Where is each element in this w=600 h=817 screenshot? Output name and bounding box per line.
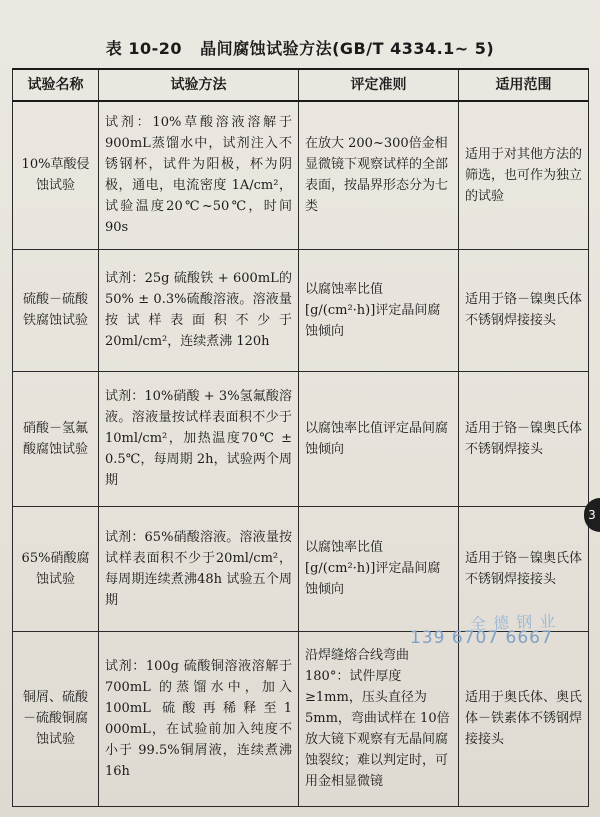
corrosion-test-table: [12, 68, 589, 807]
cell-test-name: 硝酸－氢氟酸腐蚀试验: [13, 371, 99, 506]
cell-criteria: 沿焊缝熔合线弯曲 180°：试件厚度≥1mm，压头直径为5mm，弯曲试样在 10倍放大镜下观察有无晶间腐蚀裂纹；难以判定时，可用金相显微镜: [299, 631, 459, 806]
table-number: 表 10-20: [105, 39, 183, 58]
cell-criteria: 以腐蚀率比值[g/(cm²·h)]评定晶间腐蚀倾向: [299, 506, 459, 631]
cell-scope: 适用于铬－镍奥氏体不锈钢焊接接头: [459, 506, 589, 631]
cell-test-method: 试剂：100g 硫酸铜溶液溶解于 700mL 的蒸馏水中，加入 100mL 硫酸再稀释至1 000mL，在试验前加入纯度不小于 99.5%铜屑液，连续煮沸 16h: [99, 631, 299, 806]
cell-test-method: 试剂：10%草酸溶液溶解于900mL蒸馏水中，试剂注入不锈钢杯，试件为阳极，杯为阴极，通电，电流密度 1A/cm²，试验温度20℃~50℃，时间 90s: [99, 101, 299, 249]
watermark-phone: 139 6707 6667: [410, 628, 553, 648]
cell-criteria: 在放大 200~300倍金相显微镜下观察试样的全部表面，按晶界形态分为七类: [299, 101, 459, 249]
cell-criteria: 以腐蚀率比值[g/(cm²·h)]评定晶间腐蚀倾向: [299, 249, 459, 371]
table-name: 晶间腐蚀试验方法(GB/T 4334.1~ 5): [200, 39, 495, 58]
cell-test-name: 铜屑、硫酸－硫酸铜腐蚀试验: [13, 631, 99, 806]
cell-scope: 适用于铬－镍奥氏体不锈钢焊接头: [459, 371, 589, 506]
cell-scope: 适用于对其他方法的筛选，也可作为独立的试验: [459, 101, 589, 249]
cell-test-name: 10%草酸侵蚀试验: [13, 101, 99, 249]
col-header-scope: 适用范围: [459, 69, 589, 101]
chapter-tab: 3: [584, 498, 600, 532]
table-title: [0, 36, 600, 59]
table-row: [13, 101, 589, 249]
cell-test-method: 试剂：25g 硫酸铁 + 600mL的 50% ± 0.3%硫酸溶液。溶液量按试样表面积不少于20ml/cm²，连续煮沸 120h: [99, 249, 299, 371]
col-header-test-name: 试验名称: [13, 69, 99, 101]
watermark-brand: 全 德 钢 业: [469, 611, 557, 634]
table-row: [13, 371, 589, 506]
col-header-criteria: 评定准则: [299, 69, 459, 101]
col-header-test-method: 试验方法: [99, 69, 299, 101]
cell-criteria: 以腐蚀率比值评定晶间腐蚀倾向: [299, 371, 459, 506]
cell-test-method: 试剂：65%硝酸溶液。溶液量按试样表面积不少于20ml/cm²，每周期连续煮沸48h 试验五个周期: [99, 506, 299, 631]
table-header-row: [13, 69, 589, 101]
cell-scope: 适用于奥氏体、奥氏体－铁素体不锈钢焊接接头: [459, 631, 589, 806]
cell-scope: 适用于铬－镍奥氏体不锈钢焊接接头: [459, 249, 589, 371]
cell-test-method: 试剂：10%硝酸 + 3%氢氟酸溶液。溶液量按试样表面积不少于 10ml/cm²，加热温度70℃ ± 0.5℃，每周期 2h，试验两个周期: [99, 371, 299, 506]
cell-test-name: 65%硝酸腐蚀试验: [13, 506, 99, 631]
table-row: [13, 249, 589, 371]
cell-test-name: 硫酸－硫酸铁腐蚀试验: [13, 249, 99, 371]
table-row: [13, 631, 589, 806]
